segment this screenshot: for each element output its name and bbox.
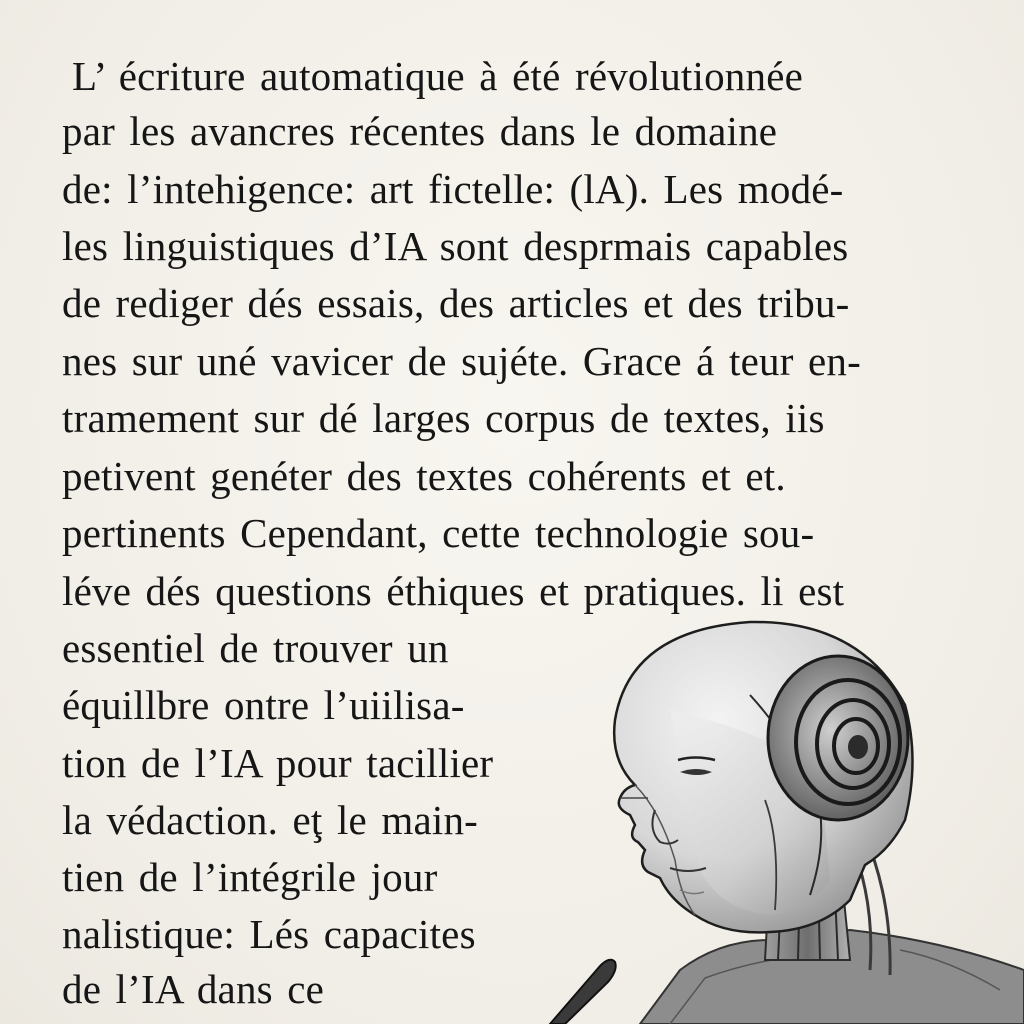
text-line-16: nalistique: Lés capacites [62,911,476,957]
text-line-6: nes sur uné vavicer de sujéte. Grace á teur en- [62,338,861,384]
text-line-12: équillbre ontre l’uiilisa- [62,682,465,728]
text-line-17: de l’IA dans ce [62,966,325,1012]
text-line-4: les linguistiques d’IA sont desprmais capables [62,223,849,269]
text-line-8: petivent genéter des textes cohérents et et. [62,453,786,499]
text-line-14: la védaction. eţ le main- [62,797,479,843]
text-line-13: tion de l’IA pour tacillier [62,740,494,786]
text-line-3: de: l’intehigence: art fictelle: (lA). Les modé- [62,166,844,212]
stylus-pen [550,960,616,1024]
text-line-2: par les avancres récentes dans le domaine [62,108,778,154]
text-line-10: léve dés questions éthiques et pratiques. li est [62,568,845,614]
text-line-5: de rediger dés essais, des articles et des tribu- [62,280,850,326]
robot-head-illustration [520,610,1024,1024]
text-line-7: tramement sur dé larges corpus de textes, iis [62,395,825,441]
text-line-11: essentiel de trouver un [62,625,449,671]
text-line-9: pertinents Cependant, cette technologie sou- [62,510,815,556]
ear-module [768,656,908,820]
text-line-15: tien de l’intégrile jour [62,854,438,900]
text-line-1: L’ écriture automatique à été révolutionnée [72,53,803,99]
